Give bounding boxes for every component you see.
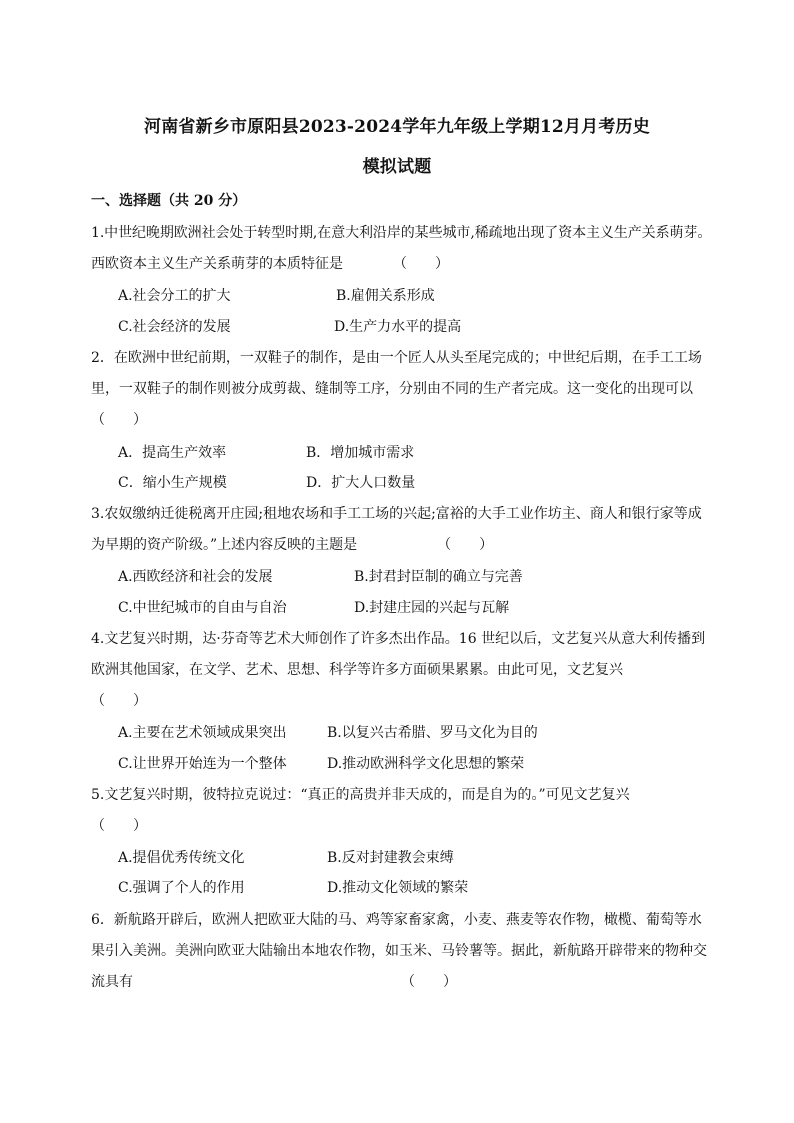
question-2-option-c: C．缩小生产规模	[118, 475, 227, 491]
question-5-line-1: 5.文艺复兴时期，彼特拉克说过：“真正的高贵并非天成的，而是自为的。”可见文艺复兴	[91, 787, 630, 803]
question-4-option-a: A.主要在艺术领域成果突出	[118, 725, 287, 741]
question-4-option-c: C.让世界开始连为一个整体	[118, 756, 287, 772]
question-3-option-c: C.中世纪城市的自由与自治	[118, 600, 287, 616]
question-6-line-3	[91, 972, 457, 992]
answer-paren: （ ）	[91, 412, 147, 428]
question-5-option-d: D.推动文化领域的繁荣	[327, 880, 469, 896]
question-5-option-b: B.反对封建教会束缚	[327, 850, 454, 866]
answer-paren: （ ）	[437, 537, 494, 553]
question-1-option-d: D.生产力水平的提高	[334, 319, 462, 335]
exam-subtitle: 模拟试题	[362, 157, 432, 177]
question-2-line-2: 里，一双鞋子的制作则被分成剪裁、缝制等工序，分别由不同的生产者完成。这一变化的出现可以	[91, 381, 693, 397]
question-4-option-d: D.推动欧洲科学文化思想的繁荣	[327, 756, 525, 772]
section-heading: 一、选择题（共 20 分）	[91, 193, 247, 209]
question-6-stem-end: 流具有	[91, 974, 133, 990]
question-6-line-2: 果引入美洲。美洲向欧亚大陆输出本地农作物，如玉米、马铃薯等。据此，新航路开辟带来的物种交	[91, 943, 707, 959]
exam-title: 河南省新乡市原阳县2023-2024学年九年级上学期12月月考历史	[144, 117, 650, 137]
question-2-option-b: B．增加城市需求	[306, 445, 415, 461]
question-6-line-1: 6．新航路开辟后，欧洲人把欧亚大陆的马、鸡等家畜家禽，小麦、燕麦等农作物，橄榄、葡萄等水	[91, 912, 702, 928]
question-5-option-c: C.强调了个人的作用	[118, 880, 245, 896]
question-3-line-1: 3.农奴缴纳迁徙税离开庄园;租地农场和手工工场的兴起;富裕的大手工业作坊主、商人和银行家等成	[91, 506, 702, 522]
question-1-stem-end: 西欧资本主义生产关系萌芽的本质特征是	[91, 256, 343, 272]
question-4-option-b: B.以复兴古希腊、罗马文化为目的	[327, 725, 538, 741]
question-1-option-c: C.社会经济的发展	[118, 319, 231, 335]
question-3-option-a: A.西欧经济和社会的发展	[118, 569, 273, 585]
question-1-option-a: A.社会分工的扩大	[118, 288, 231, 304]
answer-paren: （ ）	[91, 693, 147, 709]
answer-paren: （ ）	[393, 256, 449, 272]
question-3-stem-end: 为早期的资产阶级。”上述内容反映的主题是	[91, 537, 358, 553]
question-3-line-2	[91, 535, 493, 555]
question-5-option-a: A.提倡优秀传统文化	[118, 850, 245, 866]
question-3-option-b: B.封君封臣制的确立与完善	[354, 569, 523, 585]
question-1-line-1: 1.中世纪晚期欧洲社会处于转型时期,在意大利沿岸的某些城市,稀疏地出现了资本主义生产关系萌芽。	[91, 225, 712, 241]
question-3-option-d: D.封建庄园的兴起与瓦解	[354, 600, 510, 616]
question-2-line-1: 2．在欧洲中世纪前期，一双鞋子的制作，是由一个匠人从头至尾完成的；中世纪后期，在手工工场	[91, 350, 702, 366]
answer-paren: （ ）	[91, 818, 147, 834]
question-2-option-d: D．扩大人口数量	[306, 475, 416, 491]
question-1-line-2	[91, 254, 449, 274]
question-1-option-b: B.雇佣关系形成	[336, 288, 435, 304]
question-4-line-1: 4.文艺复兴时期，达·芬奇等艺术大师创作了许多杰出作品。16 世纪以后，文艺复兴从意大利传播到	[91, 631, 706, 647]
question-4-line-2: 欧洲其他国家，在文学、艺术、思想、科学等许多方面硕果累累。由此可见，文艺复兴	[91, 662, 623, 678]
question-2-option-a: A．提高生产效率	[118, 445, 227, 461]
answer-paren: （ ）	[401, 974, 457, 990]
